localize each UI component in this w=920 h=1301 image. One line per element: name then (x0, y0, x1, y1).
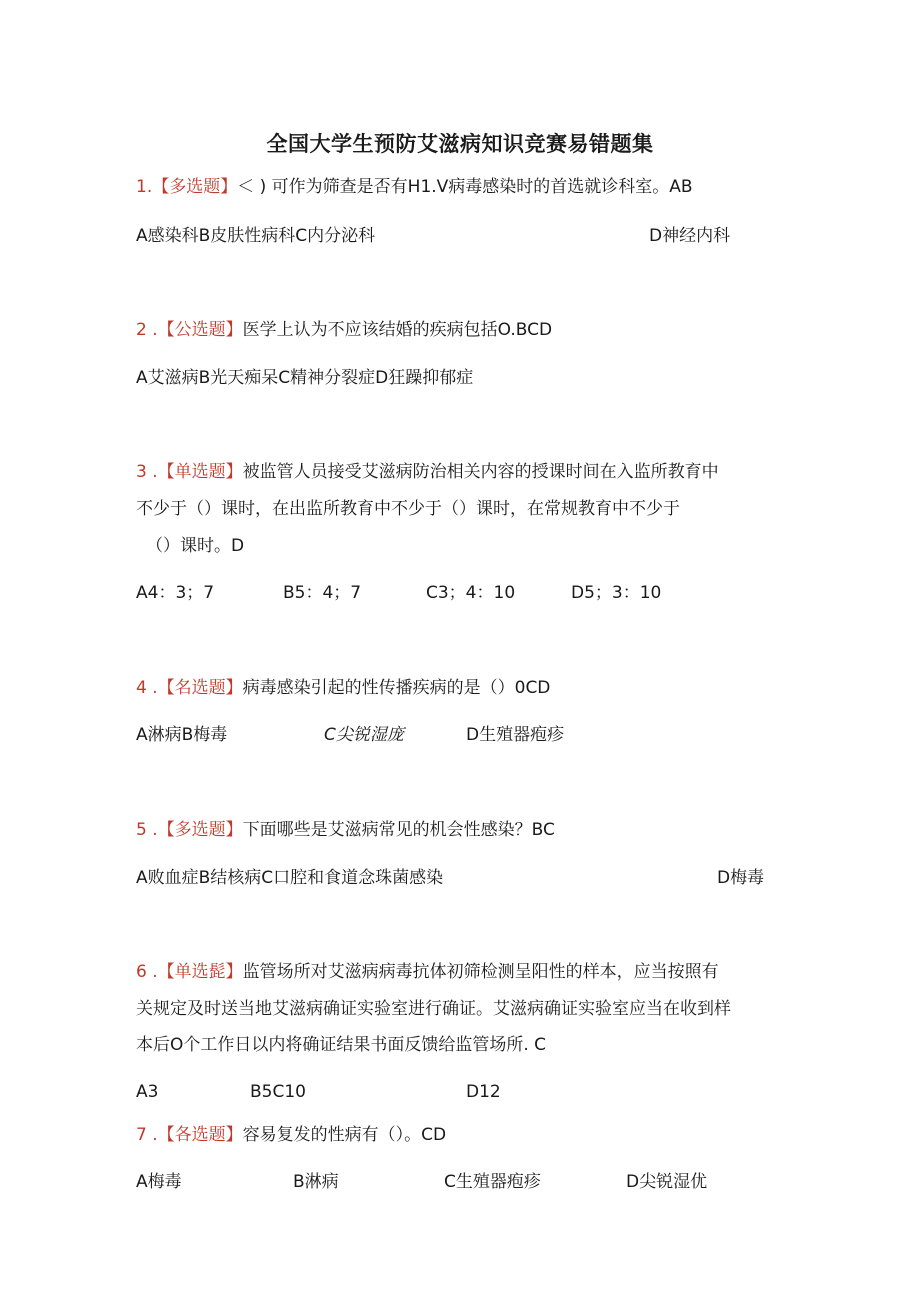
question-6-text-line3: 本后O个工作日以内将确证结果书面反馈给监管场所. C (136, 1035, 547, 1055)
question-5-options-abc: A败血症B结核病C口腔和食道念珠菌感染 (136, 868, 444, 888)
question-1-type: 【多选题】 (152, 177, 238, 197)
question-7-type: 【各选题】 (157, 1125, 243, 1145)
question-2-options: A艾滋病B光天痴呆C精神分裂症D狂躁抑郁症 (136, 368, 474, 388)
question-2-text: 医学上认为不应该结婚的疾病包括O.BCD (242, 320, 553, 340)
question-1-number: 1. (136, 177, 153, 197)
question-5-text: 下面哪些是艾滋病常见的机会性感染？BC (242, 820, 555, 840)
question-4 (136, 677, 550, 699)
question-7 (136, 1124, 446, 1146)
question-1-text: ＜ ) 可作为筛查是否有H1.V病毒感染时的首选就诊科室。AB (237, 177, 693, 197)
question-7-option-b: B淋病 (293, 1172, 339, 1192)
question-1-options-abc: A感染科B皮肤性病科C内分泌科 (136, 226, 376, 246)
question-2 (136, 319, 552, 341)
question-5-type: 【多选题】 (157, 820, 243, 840)
question-4-options-ab: A淋病B梅毒 (136, 725, 228, 745)
question-5 (136, 819, 555, 841)
question-3-text-line1: 被监管人员接受艾滋病防治相关内容的授课时间在入监所教育中 (242, 462, 719, 482)
question-4-option-c: C尖锐湿庞 (324, 725, 404, 745)
question-2-number: 2 . (136, 320, 158, 340)
question-6-type: 【单选髭】 (157, 962, 243, 982)
question-4-type: 【名选题】 (157, 678, 243, 698)
question-1-option-d: D神经内科 (649, 226, 731, 246)
question-6-option-d: D12 (466, 1082, 501, 1102)
question-1 (136, 176, 693, 198)
question-3-type: 【单选题】 (157, 462, 243, 482)
document-title: 全国大学生预防艾滋病知识竞赛易错题集 (266, 132, 654, 156)
question-6-text-line2: 关规定及时送当地艾滋病确证实验室进行确证。艾滋病确证实验室应当在收到样 (136, 999, 731, 1019)
question-3-option-a: A4：3；7 (136, 583, 215, 603)
question-4-option-d: D生殖器疱疹 (466, 725, 565, 745)
question-3-text-line3: （）课时。D (146, 536, 245, 556)
question-3-number: 3 . (136, 462, 158, 482)
question-3-text-line2: 不少于（）课时，在出监所教育中不少于（）课时，在常规教育中不少于 (136, 499, 680, 519)
question-3-option-b: B5：4；7 (283, 583, 362, 603)
question-5-number: 5 . (136, 820, 158, 840)
question-6 (136, 961, 719, 983)
question-7-option-c: C生殖器疱疹 (444, 1172, 541, 1192)
question-4-number: 4 . (136, 678, 158, 698)
question-3-option-d: D5；3：10 (571, 583, 662, 603)
question-5-option-d: D梅毒 (717, 868, 765, 888)
question-3 (136, 461, 719, 483)
question-4-text: 病毒感染引起的性传播疾病的是（）0CD (242, 678, 551, 698)
question-7-number: 7 . (136, 1125, 158, 1145)
question-7-option-d: D尖锐湿优 (626, 1172, 708, 1192)
question-6-options-bc: B5C10 (250, 1082, 306, 1102)
question-7-text: 容易复发的性病有（）。CD (242, 1125, 447, 1145)
question-6-number: 6 . (136, 962, 158, 982)
question-3-option-c: C3；4：10 (426, 583, 516, 603)
question-6-text-line1: 监管场所对艾滋病病毒抗体初筛检测呈阳性的样本，应当按照有 (242, 962, 719, 982)
question-6-option-a: A3 (136, 1082, 159, 1102)
question-2-type: 【公选题】 (157, 320, 243, 340)
question-7-option-a: A梅毒 (136, 1172, 182, 1192)
